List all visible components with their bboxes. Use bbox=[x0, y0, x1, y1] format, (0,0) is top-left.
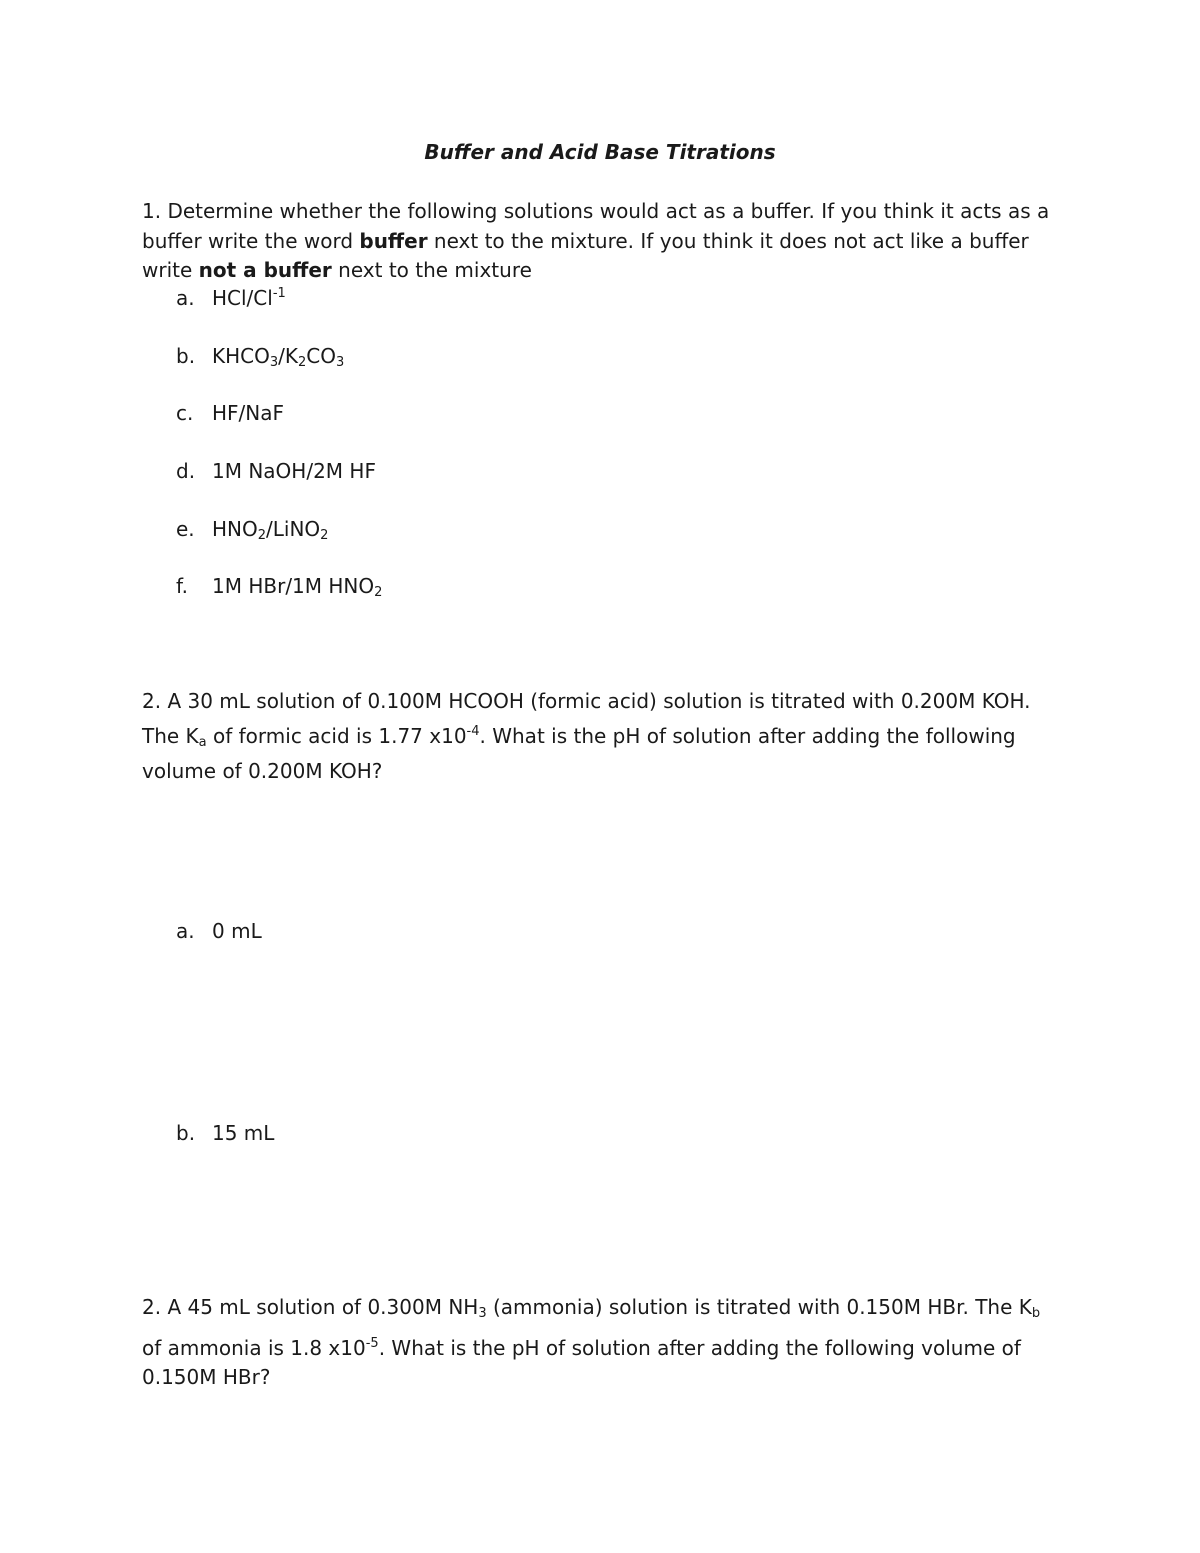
q3-subscript: b bbox=[1031, 1306, 1041, 1321]
item-subscript: 2 bbox=[257, 528, 267, 543]
q1-suffix: next to the mixture bbox=[331, 258, 532, 282]
q2-item-a bbox=[176, 919, 262, 943]
question-3-text bbox=[142, 1293, 1062, 1393]
item-subscript: 2 bbox=[298, 355, 307, 370]
item-subscript: 3 bbox=[336, 355, 345, 370]
q1-item-e bbox=[176, 517, 328, 543]
q1-item-b bbox=[176, 344, 344, 370]
item-marker: b. bbox=[176, 1121, 196, 1145]
item-text: /K bbox=[278, 344, 299, 368]
q1-item-a bbox=[176, 286, 286, 310]
q2-item-b bbox=[176, 1121, 274, 1145]
q3-text: 2. A 45 mL solution of 0.300M NH bbox=[142, 1295, 479, 1319]
q3-subscript: 3 bbox=[478, 1306, 487, 1321]
item-marker: f. bbox=[176, 574, 188, 598]
q2-text: 2. A 30 mL solution of 0.100M HCOOH (formic acid) solution is titrated with 0.200M KOH. The K bbox=[142, 689, 1031, 748]
item-text: HCl/Cl bbox=[212, 286, 273, 310]
q2-text: . What is the pH of solution after adding the following volume of 0.200M KOH? bbox=[142, 723, 1016, 783]
q1-item-c bbox=[176, 401, 284, 425]
item-text: CO bbox=[306, 344, 337, 368]
item-text: 1M NaOH/2M HF bbox=[212, 459, 376, 483]
q3-text: . What is the pH of solution after adding the following volume of 0.150M HBr? bbox=[142, 1335, 1021, 1389]
item-text: HNO bbox=[212, 517, 258, 541]
item-text: 0 mL bbox=[212, 919, 262, 943]
q2-text: of formic acid is 1.77 x10 bbox=[206, 723, 467, 748]
item-text: HF/NaF bbox=[212, 401, 285, 425]
document-title: Buffer and Acid Base Titrations bbox=[424, 140, 776, 164]
item-marker: b. bbox=[176, 344, 196, 368]
q1-mid: next to the mixture. If you think it does not act like a buffer write bbox=[142, 228, 1029, 282]
q2-superscript: -4 bbox=[466, 723, 480, 739]
q1-item-f bbox=[176, 574, 382, 600]
item-text: 15 mL bbox=[212, 1121, 275, 1145]
q3-text: (ammonia) solution is titrated with 0.150M HBr. The K bbox=[486, 1295, 1032, 1319]
item-marker: a. bbox=[176, 286, 195, 310]
item-superscript: -1 bbox=[272, 286, 286, 301]
q1-prefix: 1. Determine whether the following solutions would act as a buffer. If you think it acts as a buffer write the word bbox=[142, 199, 1050, 253]
item-subscript: 2 bbox=[320, 528, 329, 543]
item-marker: c. bbox=[176, 401, 194, 425]
item-text: 1M HBr/1M HNO bbox=[212, 574, 375, 598]
item-marker: a. bbox=[176, 919, 195, 943]
item-marker: e. bbox=[176, 517, 195, 541]
item-subscript: 3 bbox=[269, 355, 279, 370]
q1-bold-buffer: buffer bbox=[359, 228, 428, 253]
question-2-text bbox=[142, 687, 1062, 787]
q1-item-d bbox=[176, 459, 376, 483]
item-marker: d. bbox=[176, 459, 196, 483]
q1-bold-not-a-buffer: not a buffer bbox=[198, 258, 332, 282]
item-text: /LiNO bbox=[266, 517, 321, 541]
q3-text: of ammonia is 1.8 x10 bbox=[142, 1335, 366, 1360]
item-subscript: 2 bbox=[374, 585, 383, 600]
item-text: KHCO bbox=[212, 344, 270, 368]
question-1-text bbox=[142, 197, 1062, 286]
q3-superscript: -5 bbox=[365, 1335, 379, 1351]
q2-subscript: a bbox=[198, 734, 207, 750]
